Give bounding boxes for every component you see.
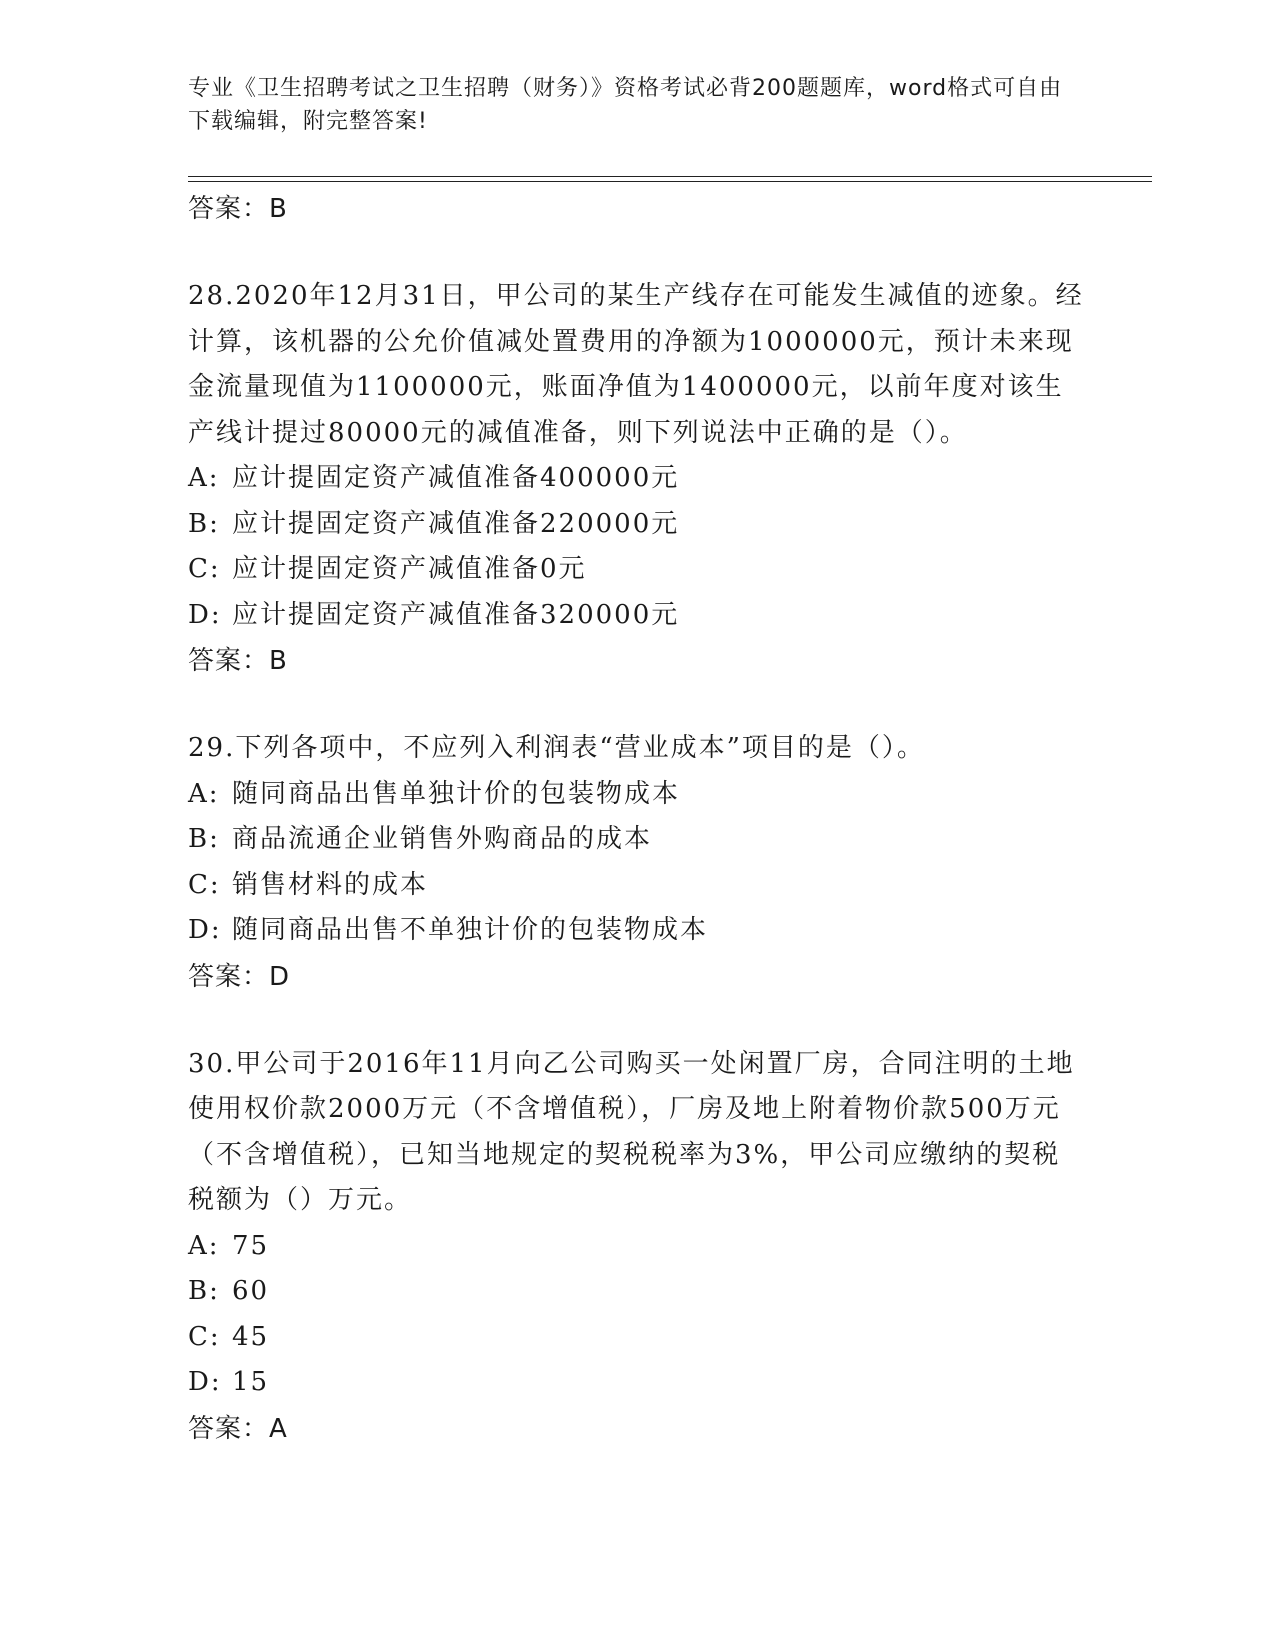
option-b xyxy=(188,1269,1088,1315)
option-text: 随同商品出售不单独计价的包装物成本 xyxy=(232,915,709,945)
option-d xyxy=(188,908,1088,954)
option-text: 应计提固定资产减值准备400000元 xyxy=(232,463,680,493)
question-stem: 29.下列各项中，不应列入利润表“营业成本”项目的是（）。 xyxy=(188,733,925,763)
header-divider-bottom xyxy=(188,181,1152,182)
option-c xyxy=(188,1315,1088,1361)
question-stem: 28.2020年12月31日，甲公司的某生产线存在可能发生减值的迹象。经计算，该机器的公允价值减处置费用的净额为1000000元，预计未来现金流量现值为1100000元，账面净值为1400000元，以前年度对该生产线计提过80000元的减值准备，则下列说法中正确的是（）。 xyxy=(188,281,1084,448)
option-b xyxy=(188,502,1088,548)
option-b xyxy=(188,817,1088,863)
answer-line: 答案：A xyxy=(188,1413,288,1444)
option-letter: B: xyxy=(188,824,220,854)
option-text: 应计提固定资产减值准备220000元 xyxy=(232,508,680,539)
option-letter: A: xyxy=(188,778,220,809)
option-letter: D: xyxy=(188,915,222,945)
answer-line: 答案：D xyxy=(188,961,291,992)
question-28 xyxy=(188,274,1088,684)
option-text: 应计提固定资产减值准备0元 xyxy=(232,554,587,584)
option-text: 随同商品出售单独计价的包装物成本 xyxy=(232,778,681,809)
option-letter: C: xyxy=(188,869,221,900)
option-text: 15 xyxy=(232,1367,270,1397)
option-letter: D: xyxy=(188,599,222,630)
option-text: 75 xyxy=(232,1230,270,1261)
option-text: 销售材料的成本 xyxy=(232,869,429,900)
option-a xyxy=(188,772,1088,818)
option-c xyxy=(188,547,1088,593)
options-list xyxy=(188,456,1088,638)
option-letter: A: xyxy=(188,463,220,493)
option-text: 商品流通企业销售外购商品的成本 xyxy=(232,824,653,854)
option-text: 应计提固定资产减值准备320000元 xyxy=(232,599,680,630)
page-header: 专业《卫生招聘考试之卫生招聘（财务）》资格考试必背200题题库，word格式可自由下载编辑，附完整答案! xyxy=(188,76,1063,134)
option-letter: D: xyxy=(188,1367,222,1397)
question-29 xyxy=(188,726,1088,1000)
option-c xyxy=(188,863,1088,909)
option-letter: B: xyxy=(188,508,220,539)
option-letter: B: xyxy=(188,1276,220,1306)
question-30 xyxy=(188,1042,1088,1452)
options-list xyxy=(188,1224,1088,1406)
option-letter: A: xyxy=(188,1230,220,1261)
document-body xyxy=(188,186,1088,1452)
question-stem: 30.甲公司于2016年11月向乙公司购买一处闲置厂房，合同注明的土地使用权价款2000万元（不含增值税），厂房及地上附着物价款500万元（不含增值税），已知当地规定的契税税率为3%，甲公司应缴纳的契税税额为（）万元。 xyxy=(188,1048,1075,1215)
option-a xyxy=(188,456,1088,502)
option-a xyxy=(188,1224,1088,1270)
option-d xyxy=(188,1360,1088,1406)
option-d xyxy=(188,593,1088,639)
header-divider-top xyxy=(188,176,1152,177)
option-letter: C: xyxy=(188,1321,221,1352)
answer-line: 答案：B xyxy=(188,194,288,224)
answer-line: 答案：B xyxy=(188,646,288,676)
option-letter: C: xyxy=(188,554,221,584)
options-list xyxy=(188,772,1088,954)
option-text: 60 xyxy=(232,1276,270,1306)
option-text: 45 xyxy=(232,1321,270,1352)
